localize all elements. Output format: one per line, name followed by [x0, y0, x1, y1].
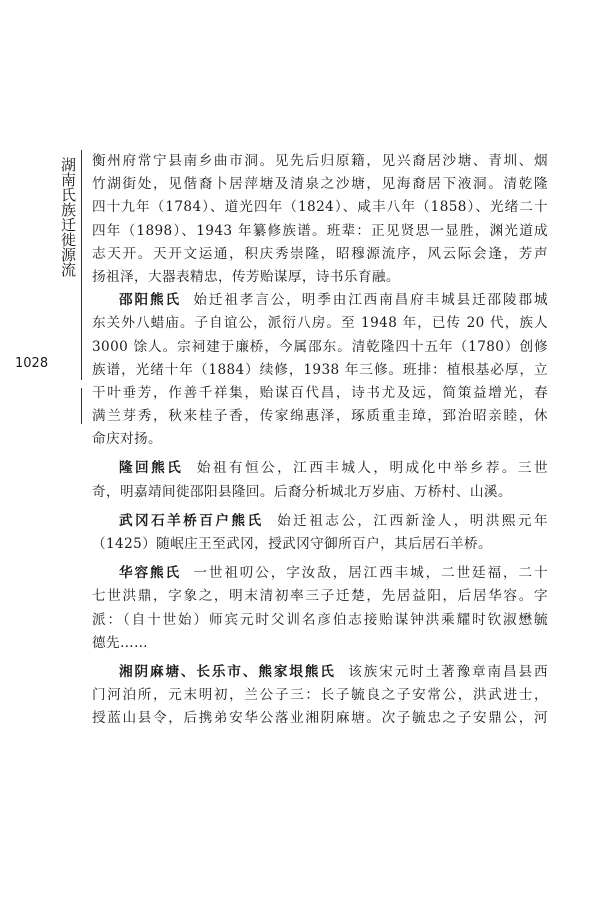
- text-line: 干叶垂芳，作善千祥集，贻谋百代昌，诗书尤及远，简策益增光，春: [92, 384, 548, 401]
- body-text: [92, 150, 548, 731]
- text-line: 3000 馀人。宗祠建于廉桥，今属邵东。清乾隆四十五年（1780）创修: [92, 338, 548, 355]
- running-title: 湖南氏族迁徙源流: [59, 157, 77, 277]
- text-line: 德先……: [92, 634, 148, 651]
- text-line: [92, 457, 548, 480]
- text-run: 始迁祖志公，江西新淦人，明洪熙元年: [277, 512, 548, 529]
- margin-rule-lower: [81, 388, 82, 424]
- text-line: 门河泊所，元末明初，兰公子三：长子毓良之子安常公，洪武进士，: [92, 687, 548, 704]
- text-line: 四年（1898）、1943 年纂修族谱。班辈：正见贤思一显胜，渊光道成: [92, 222, 548, 239]
- text-line: 派：（自十世始）师宾元时父训名彦伯志接贻谋钟洪乘耀时钦淑懋毓: [92, 611, 548, 628]
- text-line: 七世洪鼎，字象之，明末清初率三子迁楚，先居益阳，后居华容。字: [92, 588, 548, 605]
- text-line: 衡州府常宁县南乡曲市洞。见先后归原籍，见兴裔居沙塘、青圳、烟: [92, 153, 548, 169]
- section-heading: 华容熊氏: [119, 565, 181, 582]
- text-line: 满兰芽秀，秋来桂子香，传家绵惠泽，琢质重圭璋，郅治昭亲睦，休: [92, 408, 548, 425]
- text-run: 始祖有恒公，江西丰城人，明成化中举乡荐。三世: [196, 460, 548, 477]
- text-line: 授蓝山县令，后携弟安华公落业湘阴麻塘。次子毓忠之子安鼎公，河: [92, 710, 548, 727]
- text-line: 族谱，光绪十年（1884）续修，1938 年三修。班排：植根基必厚，立: [92, 361, 548, 378]
- text-line: 奇，明嘉靖间徙邵阳县隆回。后裔分析城北万岁庙、万桥村、山溪。: [92, 483, 512, 500]
- section-heading: 湘阴麻塘、长乐市、熊家垠熊氏: [119, 663, 336, 680]
- text-line: 扬祖泽，大器表精忠，传芳贻谋厚，诗书乐育融。: [92, 268, 400, 285]
- text-line: 东关外八蜡庙。子自谊公，派衍八房。至 1948 年，已传 20 代，族人: [92, 315, 548, 332]
- paragraph: [92, 457, 548, 503]
- text-line: （1425）随岷庄王至武冈，授武冈守御所百户，其后居石羊桥。: [92, 536, 493, 552]
- text-line: [92, 661, 548, 684]
- text-run: 该族宋元时土著豫章南昌县西: [348, 663, 548, 680]
- text-line: [92, 510, 548, 533]
- text-line: [92, 562, 548, 585]
- paragraph: [92, 510, 548, 556]
- text-line: [92, 289, 548, 312]
- text-line: 竹湖街处，见偕裔卜居萍塘及清泉之沙塘，见海裔居下液洞。清乾隆: [92, 176, 548, 193]
- section-heading: 武冈石羊桥百户熊氏: [119, 512, 264, 529]
- text-run: 一世祖叨公，字汝敌，居江西丰城，二世廷福，二十: [193, 565, 548, 582]
- paragraph: [92, 150, 548, 289]
- paragraph: [92, 661, 548, 731]
- paragraph: [92, 562, 548, 655]
- page-number: 1028: [15, 356, 49, 371]
- text-run: 始迁祖孝言公，明季由江西南昌府丰城县迁邵陵郡城: [193, 292, 548, 309]
- section-heading: 邵阳熊氏: [119, 292, 181, 309]
- text-line: 四十九年（1784）、道光四年（1824）、咸丰八年（1858）、光绪二十: [92, 199, 548, 216]
- paragraph: [92, 289, 548, 451]
- section-heading: 隆回熊氏: [119, 460, 184, 477]
- text-line: 命庆对扬。: [92, 431, 162, 448]
- text-line: 志天开。天开文运通，积庆秀崇隆，昭穆源流序，风云际会逢，芳声: [92, 245, 548, 262]
- margin-rule: [81, 150, 82, 380]
